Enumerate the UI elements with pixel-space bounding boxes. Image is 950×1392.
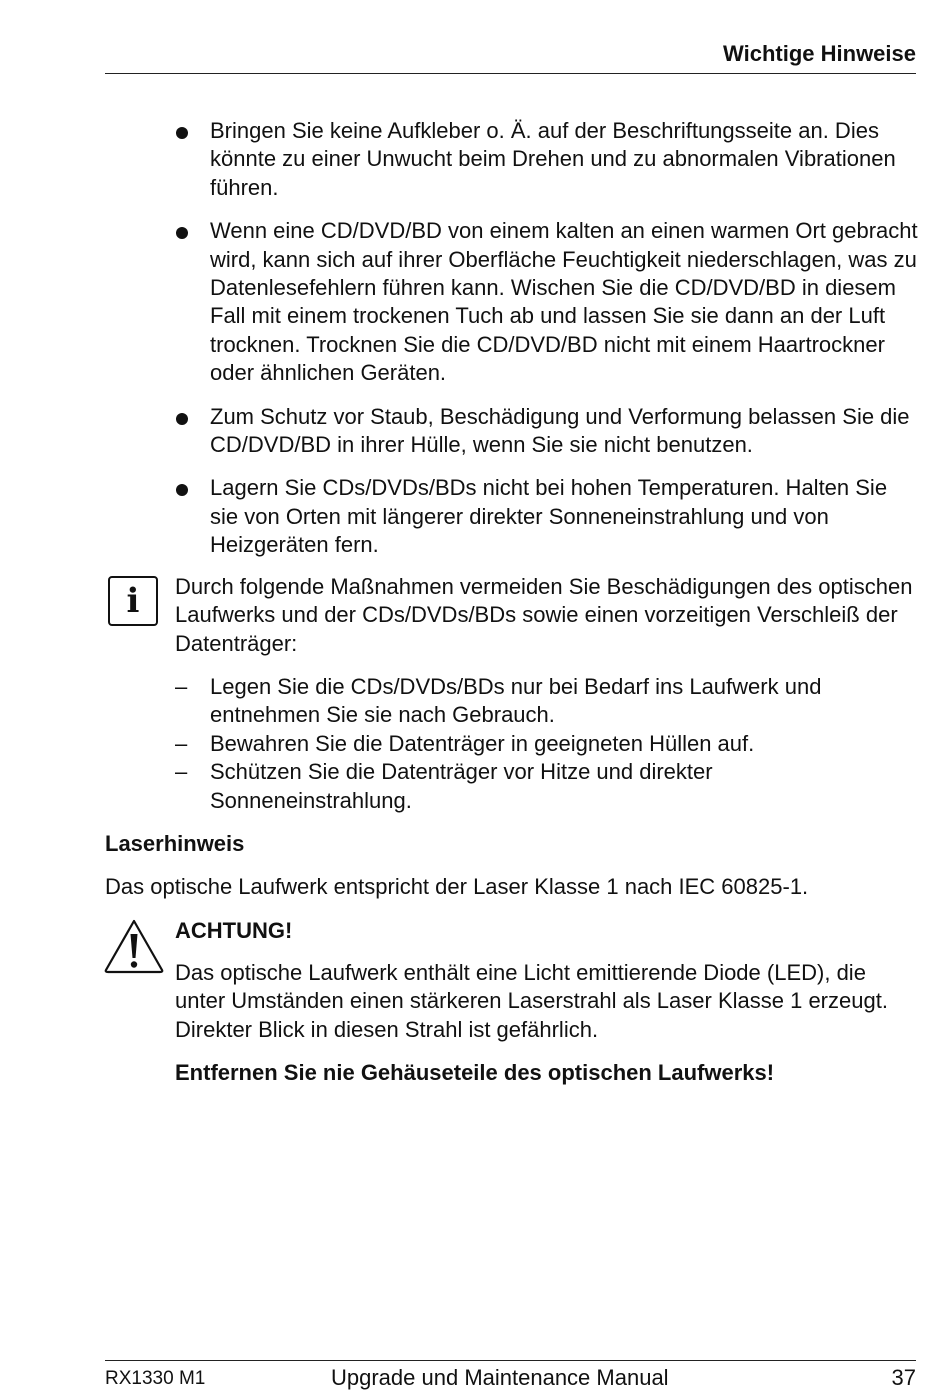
warning-emphasis: Entfernen Sie nie Gehäuseteile des optischen Laufwerks! bbox=[175, 1060, 775, 1085]
bullet-text: Lagern Sie CDs/DVDs/BDs nicht bei hohen Temperaturen. Halten Sie sie von Orten mit längerer direkter Sonneneinstrahlung und von Heizgeräten fern. bbox=[210, 475, 888, 558]
dash-item-text: Bewahren Sie die Datenträger in geeigneten Hüllen auf. bbox=[210, 730, 755, 756]
dash-mark: – bbox=[175, 730, 188, 756]
dash-item-text: Legen Sie die CDs/DVDs/BDs nur bei Bedarf ins Laufwerk und entnehmen Sie sie nach Gebrauch. bbox=[210, 674, 822, 728]
warning-title: ACHTUNG! bbox=[175, 918, 293, 943]
bullet-dot-icon bbox=[176, 127, 188, 139]
handling-bullet-list bbox=[105, 117, 920, 575]
bullet-text: Wenn eine CD/DVD/BD von einem kalten an einen warmen Ort gebracht wird, kann sich auf ihrer Oberfläche Feuchtigkeit niederschlagen, was zu Datenlesefehlern führen kann. Wischen Sie die CD/DVD/BD in diesem Fall mit einem trockenen Tuch ab und lassen Sie sie dann an der Luft trocknen. Trocknen Sie die CD/DVD/BD nicht mit einem Haartrockner oder ähnlichen Geräten. bbox=[210, 218, 918, 386]
footer-page-number: 37 bbox=[891, 1365, 916, 1390]
info-icon: i bbox=[108, 576, 158, 626]
dash-mark: – bbox=[175, 674, 188, 699]
bullet-text: Zum Schutz vor Staub, Beschädigung und Verformung belassen Sie die CD/DVD/BD in ihrer Hülle, wenn Sie sie nicht benutzen. bbox=[210, 403, 910, 458]
header-divider bbox=[105, 73, 916, 74]
warning-text: Das optische Laufwerk enthält eine Licht emittierende Diode (LED), die unter Umständen einen stärkeren Laserstrahl als Laser Klasse 1 erzeugt. Direkter Blick in diesen Strahl ist gefährlich. bbox=[175, 960, 888, 1042]
dash-item-text: Schützen Sie die Datenträger vor Hitze und direkter Sonneneinstrahlung. bbox=[210, 759, 713, 813]
laser-section-heading: Laserhinweis bbox=[105, 831, 245, 856]
info-dash-list bbox=[175, 673, 920, 815]
bullet-text: Bringen Sie keine Aufkleber o. Ä. auf der Beschriftungsseite an. Dies könnte zu einer Unwucht beim Drehen und zu abnormalen Vibrationen führen. bbox=[210, 118, 896, 200]
warning-triangle-icon bbox=[103, 918, 165, 974]
bullet-item bbox=[105, 217, 920, 387]
dash-list-item bbox=[175, 758, 920, 815]
bullet-dot-icon bbox=[176, 484, 188, 496]
footer-model: RX1330 M1 bbox=[105, 1368, 206, 1389]
footer-divider bbox=[105, 1360, 916, 1361]
bullet-dot-icon bbox=[176, 413, 188, 425]
dash-mark: – bbox=[175, 759, 188, 785]
dash-list-item bbox=[175, 673, 920, 730]
footer-manual-title: Upgrade und Maintenance Manual bbox=[331, 1365, 669, 1390]
bullet-item bbox=[105, 403, 920, 460]
page-header-title: Wichtige Hinweise bbox=[723, 41, 916, 66]
dash-list-item bbox=[175, 730, 920, 758]
bullet-item bbox=[105, 474, 920, 559]
bullet-dot-icon bbox=[176, 227, 188, 239]
bullet-item bbox=[105, 117, 920, 202]
laser-section-text: Das optische Laufwerk entspricht der Laser Klasse 1 nach IEC 60825-1. bbox=[105, 874, 809, 899]
info-note-text: Durch folgende Maßnahmen vermeiden Sie Beschädigungen des optischen Laufwerks und der CDs/DVDs/BDs sowie einen vorzeitigen Verschleiß der Datenträger: bbox=[175, 574, 913, 656]
